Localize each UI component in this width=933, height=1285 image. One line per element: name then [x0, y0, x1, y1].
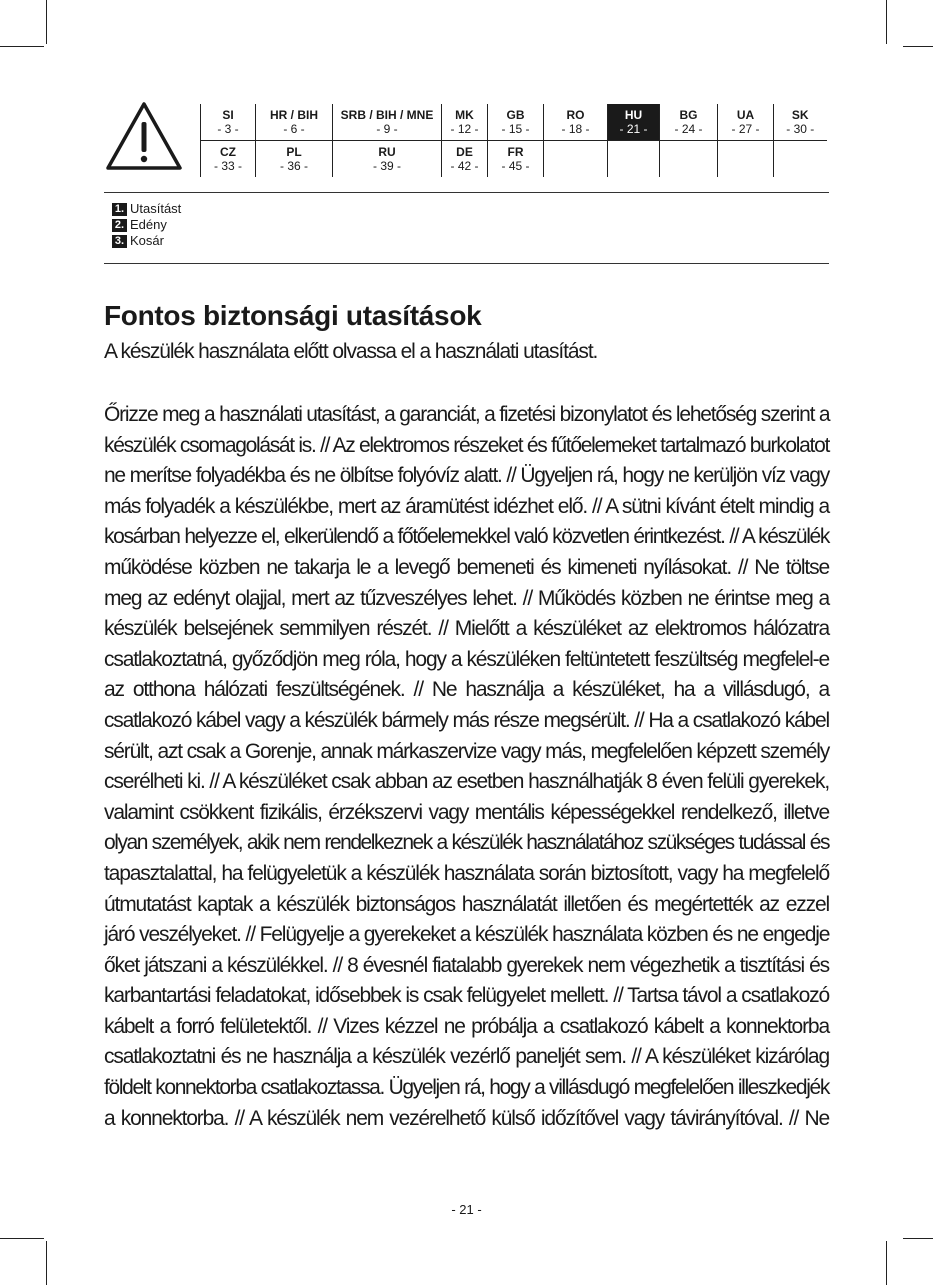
body-line: az otthona hálózati feszültségének. // Ne használja a készüléket, ha a villásdugó, a: [104, 678, 829, 702]
language-cell: [544, 104, 608, 141]
body-line: földelt konnektorba csatlakoztassa. Ügyeljen rá, hogy a villásdugó megfelelően illeszkedjék: [104, 1076, 829, 1100]
language-code: DE: [456, 145, 473, 159]
crop-mark: [0, 1238, 44, 1239]
body-line: a konnektorba. // A készülék nem vezérelhető külső időzítővel vagy távirányítóval. // Ne: [104, 1106, 829, 1130]
language-code: CZ: [220, 145, 236, 159]
language-code: SK: [791, 108, 809, 122]
body-line: ne merítse folyadékba és ne ölbítse folyóvíz alatt. // Ügyeljen rá, hogy ne kerüljön víz vagy: [104, 464, 829, 488]
language-page: - 45 -: [501, 159, 530, 173]
language-code: GB: [506, 108, 525, 122]
language-cell: [608, 104, 660, 141]
part-label: Utasítást: [130, 201, 182, 216]
body-line: járó veszélyeket. // Felügyelje a gyerekeket a készülék használata közben és ne engedje: [104, 923, 830, 947]
language-cell: [256, 141, 333, 178]
language-cell: [608, 141, 660, 178]
body-line: olyan személyek, akik nem rendelkeznek a készülék használatához szükséges tudással és: [104, 831, 829, 855]
language-code: MK: [455, 108, 474, 122]
language-code: HR / BIH: [270, 108, 318, 122]
crop-mark: [903, 1238, 933, 1239]
parts-list: [112, 201, 181, 249]
parts-list-item: [112, 201, 181, 217]
language-page: - 3 -: [217, 122, 239, 136]
language-cell: [660, 104, 718, 141]
part-number: 3.: [112, 235, 127, 248]
body-line: más folyadék a készülékbe, mert az áramütést idézhet elő. // A sütni kívánt ételt mindig a: [104, 494, 829, 518]
body-line: tapasztalattal, ha felügyeletük a készülék használata során biztosított, vagy ha megfelelő: [104, 861, 829, 885]
body-line: működése közben ne takarja le a levegő bemeneti és kimeneti nyílásokat. // Ne töltse: [104, 555, 829, 579]
language-code: SRB / BIH / MNE: [340, 108, 434, 122]
body-line: csatlakoztatni és ne használja a készülék vezérlő paneljét sem. // A készüléket kizárólag: [104, 1045, 829, 1069]
language-page: - 24 -: [674, 122, 703, 136]
language-cell: [718, 141, 774, 178]
language-page: - 6 -: [283, 122, 305, 136]
language-cell: [256, 104, 333, 141]
language-page: - 33 -: [213, 159, 242, 173]
language-page: - 30 -: [786, 122, 815, 136]
language-cell: [201, 141, 256, 178]
part-label: Edény: [130, 217, 167, 232]
crop-mark: [903, 46, 933, 47]
language-cell: [774, 141, 827, 178]
body-line: őket játszani a készülékkel. // 8 évesnél fiatalabb gyerekek nem végezhetik a tisztítási és: [104, 953, 829, 977]
language-cell: [333, 104, 442, 141]
crop-mark: [46, 1241, 47, 1285]
language-cell: [442, 141, 488, 178]
language-row: [201, 141, 827, 178]
body-line: csatlakoztatná, győződjön meg róla, hogy a készüléken feltüntetett feszültség megfelel-e: [104, 647, 829, 671]
parts-list-item: [112, 217, 181, 233]
page-title: Fontos biztonsági utasítások: [104, 300, 482, 331]
language-code: RU: [378, 145, 396, 159]
language-cell: [333, 141, 442, 178]
body-line: kábelt a forró felületektől. // Vizes kézzel ne próbálja a csatlakozó kábelt a konnektorba: [104, 1014, 829, 1038]
body-line: meg az edényt olajjal, mert az tűzveszélyes lehet. // Működés közben ne érintse meg a: [104, 586, 829, 610]
language-page: - 15 -: [501, 122, 530, 136]
page-subtitle: A készülék használata előtt olvassa el a használati utasítást.: [104, 340, 598, 363]
language-page: - 39 -: [372, 159, 401, 173]
part-number: 2.: [112, 219, 127, 232]
language-page: - 9 -: [376, 122, 398, 136]
page-number: - 21 -: [451, 1202, 482, 1217]
body-line: cserélheti ki. // A készüléket csak abban az esetben használhatják 8 éven felüli gyerekek,: [104, 770, 829, 794]
warning-icon: [104, 100, 184, 172]
language-cell: [442, 104, 488, 141]
body-text: [104, 400, 829, 1134]
language-code: FR: [507, 145, 524, 159]
body-line: készülék belsejének semmilyen részét. // Mielőtt a készüléket az elektromos hálózatra: [104, 617, 829, 641]
body-line: készülék csomagolását is. // Az elektromos részeket és fűtőelemeket tartalmazó burkolatot: [104, 433, 829, 457]
language-index-table: [200, 104, 827, 177]
part-number: 1.: [112, 203, 127, 216]
language-code: HU: [624, 108, 643, 122]
part-label: Kosár: [130, 233, 164, 248]
language-cell: [201, 104, 256, 141]
body-line: Őrizze meg a használati utasítást, a garanciát, a fizetési bizonylatot és lehetőség szerint a: [104, 403, 830, 426]
body-line: sérült, azt csak a Gorenje, annak márkaszervize vagy más, megfelelően képzett személy: [104, 739, 829, 763]
language-page: - 27 -: [731, 122, 760, 136]
body-line: útmutatást kaptak a készülék biztonságos használatát illetően és megértették az ezzel: [104, 892, 829, 916]
language-code: PL: [286, 145, 302, 159]
language-page: - 36 -: [279, 159, 308, 173]
language-code: UA: [736, 108, 755, 122]
language-cell: [488, 141, 544, 178]
crop-mark: [0, 46, 44, 47]
language-page: - 21 -: [619, 122, 648, 136]
crop-mark: [46, 0, 47, 44]
language-cell: [718, 104, 774, 141]
language-code: SI: [222, 108, 234, 122]
language-page: - 42 -: [450, 159, 479, 173]
body-line: valamint csökkent fizikális, érzékszervi vagy mentális képességekkel rendelkező, illetve: [104, 800, 829, 824]
language-cell: [774, 104, 827, 141]
body-line: karbantartási feladatokat, idősebbek is csak felügyelet mellett. // Tartsa távol a csatlakozó: [104, 984, 829, 1008]
body-line: csatlakozó kábel vagy a készülék bármely más része megsérült. // Ha a csatlakozó kábel: [104, 708, 829, 732]
language-code: RO: [566, 108, 585, 122]
body-line: kosárban helyezze el, elkerülendő a főtőelemekkel való közvetlen érintkezést. // A készülék: [104, 525, 829, 549]
language-code: BG: [679, 108, 698, 122]
crop-mark: [886, 1241, 887, 1285]
language-cell: [544, 141, 608, 178]
divider: [104, 192, 829, 193]
language-row: [201, 104, 827, 141]
parts-list-item: [112, 233, 181, 249]
language-page: - 18 -: [561, 122, 590, 136]
language-cell: [488, 104, 544, 141]
language-page: - 12 -: [450, 122, 479, 136]
crop-mark: [886, 0, 887, 44]
language-cell: [660, 141, 718, 178]
divider: [104, 263, 829, 264]
